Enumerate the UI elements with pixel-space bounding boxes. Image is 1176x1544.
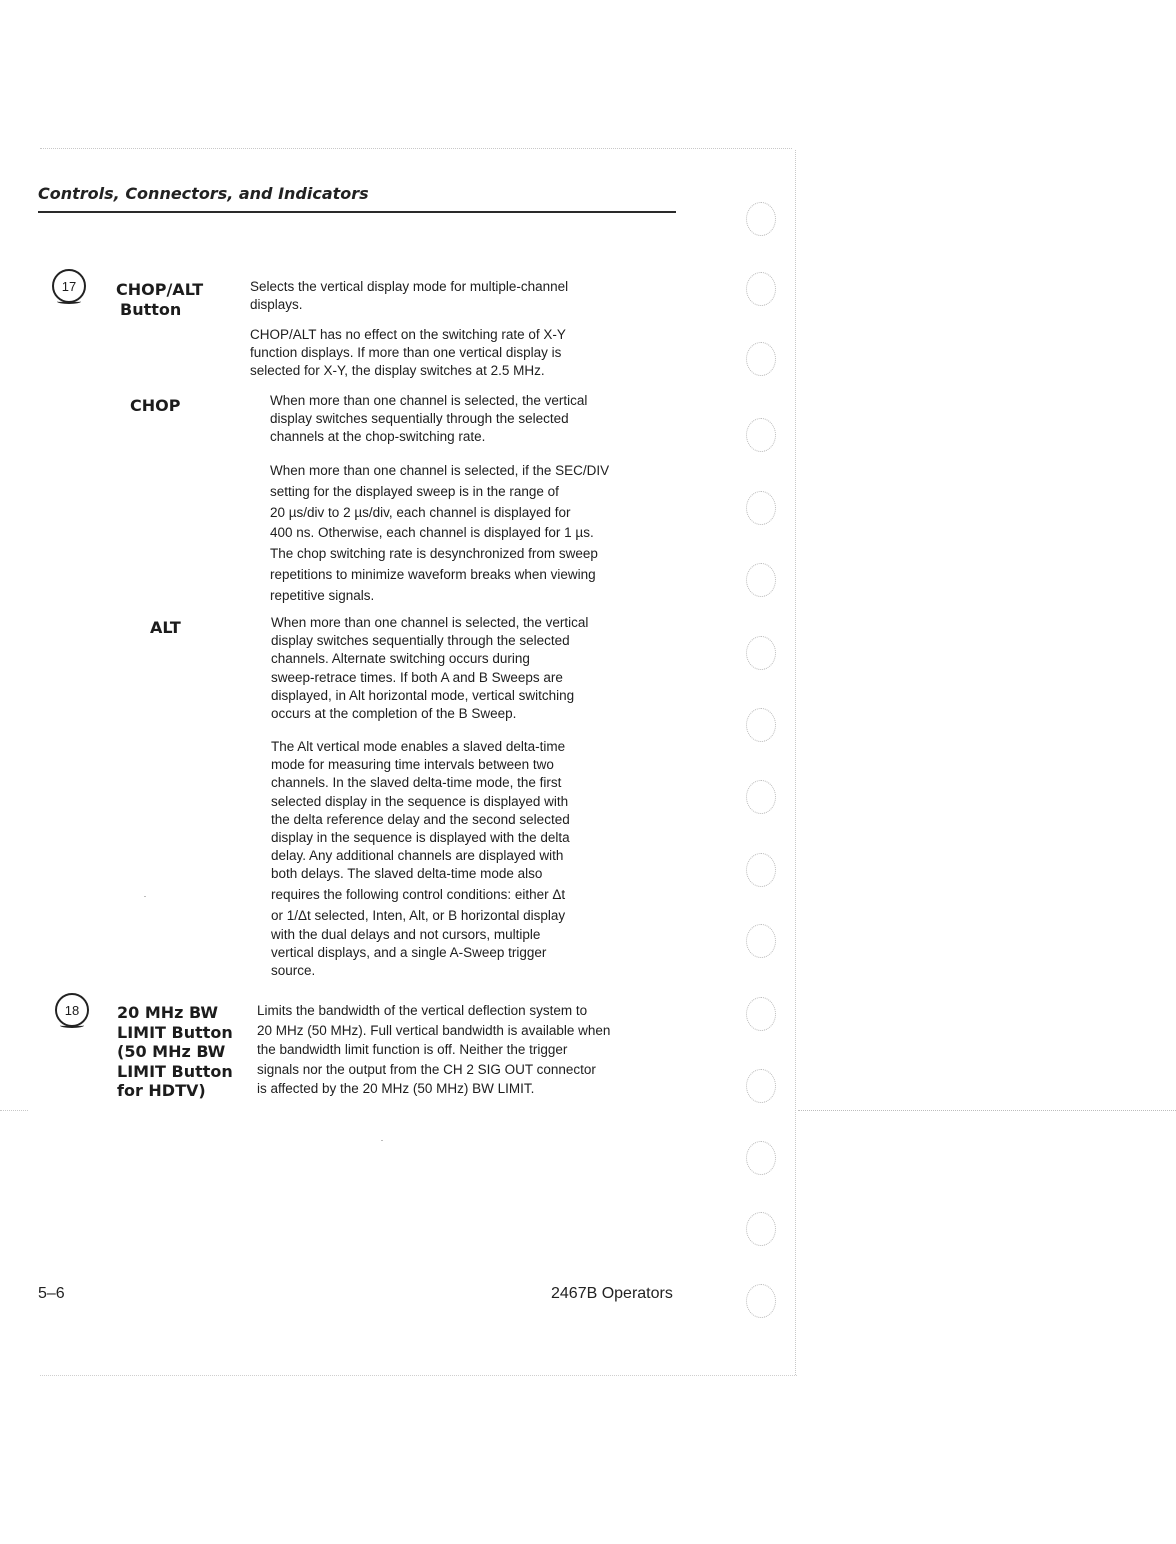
description-paragraph: CHOP/ALT has no effect on the switching rate of X-Y function displays. If more than one vertical display is selected for X-Y, the display switches at 2.5 MHz. [250, 327, 566, 379]
binder-hole [746, 780, 776, 814]
page-number: 5–6 [38, 1285, 65, 1302]
term-line: 20 MHz BW [117, 1003, 218, 1022]
binder-hole [746, 997, 776, 1031]
description-paragraph: When more than one channel is selected, the vertical display switches sequentially through the selected channels at the chop-switching rate. [270, 393, 588, 445]
scan-edge-top [40, 148, 792, 149]
scan-edge-right [795, 150, 796, 1375]
description-paragraph: When more than one channel is selected, the vertical display switches sequentially through the selected channels. Alternate switching occurs during sweep-retrace times. If both A and B Sweeps are displayed, in Alt horizontal mode, vertical switching occurs at the completion of the B Sweep. [271, 615, 589, 722]
binder-hole [746, 1069, 776, 1103]
term-line: LIMIT Button [117, 1061, 233, 1081]
scan-edge-mid [798, 1110, 1176, 1111]
description-paragraph: Limits the bandwidth of the vertical deflection system to 20 MHz (50 MHz). Full vertical bandwidth is available when the bandwidth limit function is off. Neither the trigger signals nor the output from the CH 2 SIG OUT connector is affected by the 20 MHz (50 MHz) BW LIMIT. [257, 1003, 611, 1096]
description-paragraph: When more than one channel is selected, if the SEC/DIV setting for the displayed sweep is in the range of 20 µs/div to 2 µs/div, each channel is displayed for 400 ns. Otherwise, each channel is displayed for 1 µs. The chop switching rate is desynchronized from sweep repetitions to minimize waveform breaks when viewing repetitive signals. [270, 463, 610, 603]
description-paragraph: Selects the vertical display mode for multiple-channel displays. [250, 279, 569, 313]
scan-edge-left [0, 1110, 28, 1111]
binder-hole [746, 853, 776, 887]
binder-hole [746, 491, 776, 525]
subitem-term: ALT [150, 618, 181, 637]
term-line: LIMIT Button [117, 1022, 233, 1042]
binder-hole [746, 342, 776, 376]
manual-title: 2467B Operators [551, 1285, 673, 1302]
term-line: for HDTV) [117, 1081, 206, 1100]
binder-hole [746, 202, 776, 236]
section-header: Controls, Connectors, and Indicators [38, 184, 369, 203]
binder-hole [746, 418, 776, 452]
scan-speck [144, 896, 146, 897]
binder-hole [746, 1284, 776, 1318]
term-line: CHOP/ALT [116, 280, 204, 299]
description-paragraph: The Alt vertical mode enables a slaved delta-time mode for measuring time intervals between two channels. In the slaved delta-time mode, the first selected display in the sequence is displayed with the delta reference delay and the second selected display in the sequence is displayed with the delta delay. Any additional channels are displayed with both delays. The slaved delta-time mode also requires the following control conditions: either Δt or 1/Δt selected, Inten, Alt, or B horizontal display with the dual delays and not cursors, multiple vertical displays, and a single A-Sweep trigger source. [271, 739, 570, 979]
binder-hole [746, 708, 776, 742]
scan-edge-bottom [40, 1375, 797, 1376]
subitem-term: CHOP [130, 396, 181, 415]
binder-hole [746, 1141, 776, 1175]
binder-hole [746, 636, 776, 670]
scan-speck [381, 1140, 383, 1141]
item-number-badge: 17 [52, 269, 86, 303]
binder-hole [746, 563, 776, 597]
item-term [116, 280, 203, 319]
item-number-badge: 18 [55, 993, 89, 1027]
binder-hole [746, 272, 776, 306]
binder-hole [746, 1212, 776, 1246]
term-line: (50 MHz BW [117, 1042, 226, 1061]
header-rule [38, 211, 676, 213]
item-term [117, 1003, 233, 1101]
binder-hole [746, 924, 776, 958]
term-line: Button [120, 299, 182, 319]
